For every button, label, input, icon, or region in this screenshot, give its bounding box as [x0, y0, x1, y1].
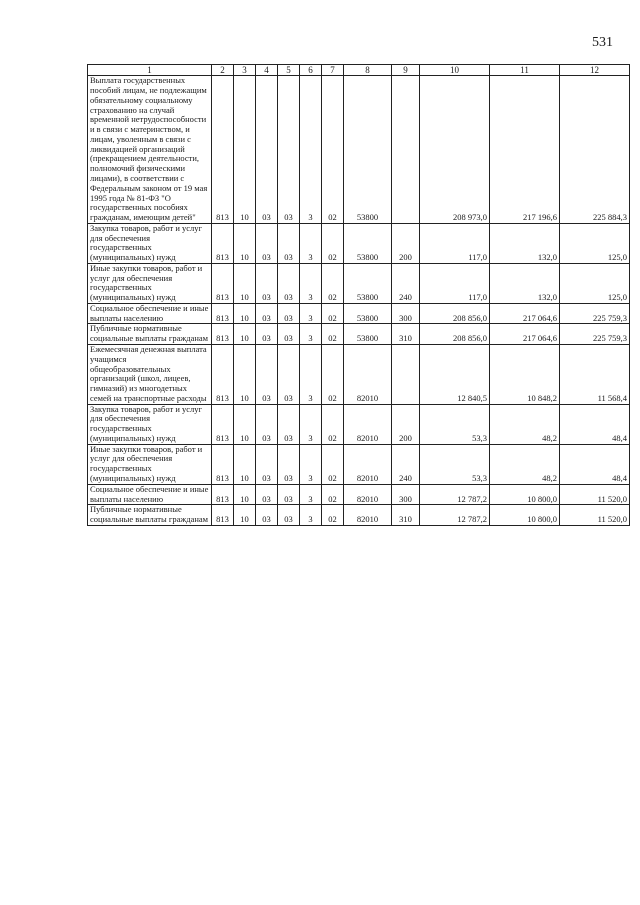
amount-year2-cell: 132,0: [490, 263, 560, 303]
section-cell: 10: [234, 324, 256, 345]
section-cell: 10: [234, 484, 256, 505]
amount-year2-cell: 132,0: [490, 223, 560, 263]
admin-code-cell: 813: [212, 404, 234, 444]
expense-type-cell: 200: [392, 223, 420, 263]
amount-year1-cell: 117,0: [420, 263, 490, 303]
program-cell: 03: [278, 345, 300, 405]
subprogram-cell: 3: [300, 324, 322, 345]
amount-year3-cell: 225 759,3: [560, 324, 630, 345]
amount-year3-cell: 125,0: [560, 263, 630, 303]
column-header: 10: [420, 65, 490, 76]
amount-year1-cell: 208 856,0: [420, 324, 490, 345]
subprogram-cell: 3: [300, 505, 322, 526]
direction-cell: 82010: [344, 484, 392, 505]
direction-cell: 53800: [344, 263, 392, 303]
main-event-cell: 02: [322, 223, 344, 263]
program-cell: 03: [278, 303, 300, 324]
expense-type-cell: 300: [392, 484, 420, 505]
page-number: 531: [592, 35, 613, 50]
amount-year3-cell: 225 759,3: [560, 303, 630, 324]
column-header: 6: [300, 65, 322, 76]
amount-year3-cell: 11 520,0: [560, 484, 630, 505]
budget-table: [87, 64, 630, 526]
item-description: Иные закупки товаров, работ и услуг для обеспечения государственных (муниципальных) нужд: [88, 263, 212, 303]
table-row: [88, 303, 630, 324]
section-cell: 10: [234, 76, 256, 223]
subsection-cell: 03: [256, 345, 278, 405]
expense-type-cell: 240: [392, 263, 420, 303]
table-row: [88, 324, 630, 345]
direction-cell: 82010: [344, 505, 392, 526]
item-description: Публичные нормативные социальные выплаты гражданам: [88, 505, 212, 526]
main-event-cell: 02: [322, 76, 344, 223]
amount-year1-cell: 208 856,0: [420, 303, 490, 324]
amount-year2-cell: 48,2: [490, 444, 560, 484]
column-header: 7: [322, 65, 344, 76]
item-description: Публичные нормативные социальные выплаты гражданам: [88, 324, 212, 345]
amount-year3-cell: 125,0: [560, 223, 630, 263]
subsection-cell: 03: [256, 444, 278, 484]
table-row: [88, 76, 630, 223]
admin-code-cell: 813: [212, 76, 234, 223]
main-event-cell: 02: [322, 324, 344, 345]
subprogram-cell: 3: [300, 345, 322, 405]
table-row: [88, 505, 630, 526]
amount-year2-cell: 217 196,6: [490, 76, 560, 223]
amount-year3-cell: 11 520,0: [560, 505, 630, 526]
expense-type-cell: [392, 76, 420, 223]
amount-year2-cell: 10 800,0: [490, 484, 560, 505]
amount-year3-cell: 48,4: [560, 444, 630, 484]
subprogram-cell: 3: [300, 484, 322, 505]
column-header: 4: [256, 65, 278, 76]
program-cell: 03: [278, 505, 300, 526]
item-description: Социальное обеспечение и иные выплаты населению: [88, 303, 212, 324]
subprogram-cell: 3: [300, 223, 322, 263]
admin-code-cell: 813: [212, 303, 234, 324]
direction-cell: 82010: [344, 444, 392, 484]
program-cell: 03: [278, 223, 300, 263]
amount-year1-cell: 53,3: [420, 404, 490, 444]
program-cell: 03: [278, 404, 300, 444]
item-description: Выплата государственных пособий лицам, не подлежащим обязательному социальному страхованию на случай временной нетрудоспособности и в связи с материнством, и лицам, уволенным в связи с ликвидацией организаций (прекращением деятельности, полномочий физическими лицами), в соответствии с Федеральным законом от 19 мая 1995 года № 81-ФЗ "О государственных пособиях гражданам, имеющим детей": [88, 76, 212, 223]
section-cell: 10: [234, 263, 256, 303]
program-cell: 03: [278, 76, 300, 223]
column-header: 12: [560, 65, 630, 76]
column-header: 2: [212, 65, 234, 76]
section-cell: 10: [234, 345, 256, 405]
subsection-cell: 03: [256, 76, 278, 223]
amount-year2-cell: 217 064,6: [490, 324, 560, 345]
item-description: Ежемесячная денежная выплата учащимся общеобразовательных организаций (школ, лицеев, гимназий) из многодетных семей на транспортные расходы: [88, 345, 212, 405]
amount-year2-cell: 48,2: [490, 404, 560, 444]
program-cell: 03: [278, 484, 300, 505]
section-cell: 10: [234, 223, 256, 263]
main-event-cell: 02: [322, 484, 344, 505]
main-event-cell: 02: [322, 505, 344, 526]
subprogram-cell: 3: [300, 444, 322, 484]
direction-cell: 53800: [344, 324, 392, 345]
admin-code-cell: 813: [212, 505, 234, 526]
column-header: 8: [344, 65, 392, 76]
admin-code-cell: 813: [212, 223, 234, 263]
main-event-cell: 02: [322, 303, 344, 324]
section-cell: 10: [234, 444, 256, 484]
subprogram-cell: 3: [300, 76, 322, 223]
amount-year3-cell: 225 884,3: [560, 76, 630, 223]
amount-year3-cell: 48,4: [560, 404, 630, 444]
subsection-cell: 03: [256, 303, 278, 324]
admin-code-cell: 813: [212, 484, 234, 505]
admin-code-cell: 813: [212, 324, 234, 345]
direction-cell: 82010: [344, 345, 392, 405]
subsection-cell: 03: [256, 324, 278, 345]
amount-year1-cell: 208 973,0: [420, 76, 490, 223]
table-row: [88, 484, 630, 505]
admin-code-cell: 813: [212, 444, 234, 484]
section-cell: 10: [234, 404, 256, 444]
item-description: Социальное обеспечение и иные выплаты населению: [88, 484, 212, 505]
direction-cell: 53800: [344, 303, 392, 324]
admin-code-cell: 813: [212, 345, 234, 405]
table-header-row: [88, 65, 630, 76]
column-header: 1: [88, 65, 212, 76]
main-event-cell: 02: [322, 345, 344, 405]
amount-year1-cell: 12 840,5: [420, 345, 490, 405]
column-header: 5: [278, 65, 300, 76]
expense-type-cell: 310: [392, 324, 420, 345]
table-row: [88, 223, 630, 263]
subsection-cell: 03: [256, 404, 278, 444]
subprogram-cell: 3: [300, 404, 322, 444]
expense-type-cell: 300: [392, 303, 420, 324]
expense-type-cell: [392, 345, 420, 405]
subsection-cell: 03: [256, 505, 278, 526]
program-cell: 03: [278, 444, 300, 484]
table-row: [88, 263, 630, 303]
item-description: Закупка товаров, работ и услуг для обеспечения государственных (муниципальных) нужд: [88, 223, 212, 263]
item-description: Иные закупки товаров, работ и услуг для обеспечения государственных (муниципальных) нужд: [88, 444, 212, 484]
column-header: 9: [392, 65, 420, 76]
subprogram-cell: 3: [300, 263, 322, 303]
table-row: [88, 444, 630, 484]
expense-type-cell: 200: [392, 404, 420, 444]
direction-cell: 82010: [344, 404, 392, 444]
subsection-cell: 03: [256, 263, 278, 303]
main-event-cell: 02: [322, 444, 344, 484]
amount-year1-cell: 53,3: [420, 444, 490, 484]
table-row: [88, 404, 630, 444]
subprogram-cell: 3: [300, 303, 322, 324]
main-event-cell: 02: [322, 404, 344, 444]
main-event-cell: 02: [322, 263, 344, 303]
item-description: Закупка товаров, работ и услуг для обеспечения государственных (муниципальных) нужд: [88, 404, 212, 444]
direction-cell: 53800: [344, 223, 392, 263]
amount-year3-cell: 11 568,4: [560, 345, 630, 405]
program-cell: 03: [278, 324, 300, 345]
direction-cell: 53800: [344, 76, 392, 223]
amount-year2-cell: 217 064,6: [490, 303, 560, 324]
amount-year1-cell: 12 787,2: [420, 484, 490, 505]
table-row: [88, 345, 630, 405]
amount-year2-cell: 10 800,0: [490, 505, 560, 526]
column-header: 11: [490, 65, 560, 76]
section-cell: 10: [234, 505, 256, 526]
program-cell: 03: [278, 263, 300, 303]
subsection-cell: 03: [256, 484, 278, 505]
subsection-cell: 03: [256, 223, 278, 263]
expense-type-cell: 310: [392, 505, 420, 526]
expense-type-cell: 240: [392, 444, 420, 484]
amount-year1-cell: 12 787,2: [420, 505, 490, 526]
amount-year1-cell: 117,0: [420, 223, 490, 263]
amount-year2-cell: 10 848,2: [490, 345, 560, 405]
admin-code-cell: 813: [212, 263, 234, 303]
column-header: 3: [234, 65, 256, 76]
section-cell: 10: [234, 303, 256, 324]
